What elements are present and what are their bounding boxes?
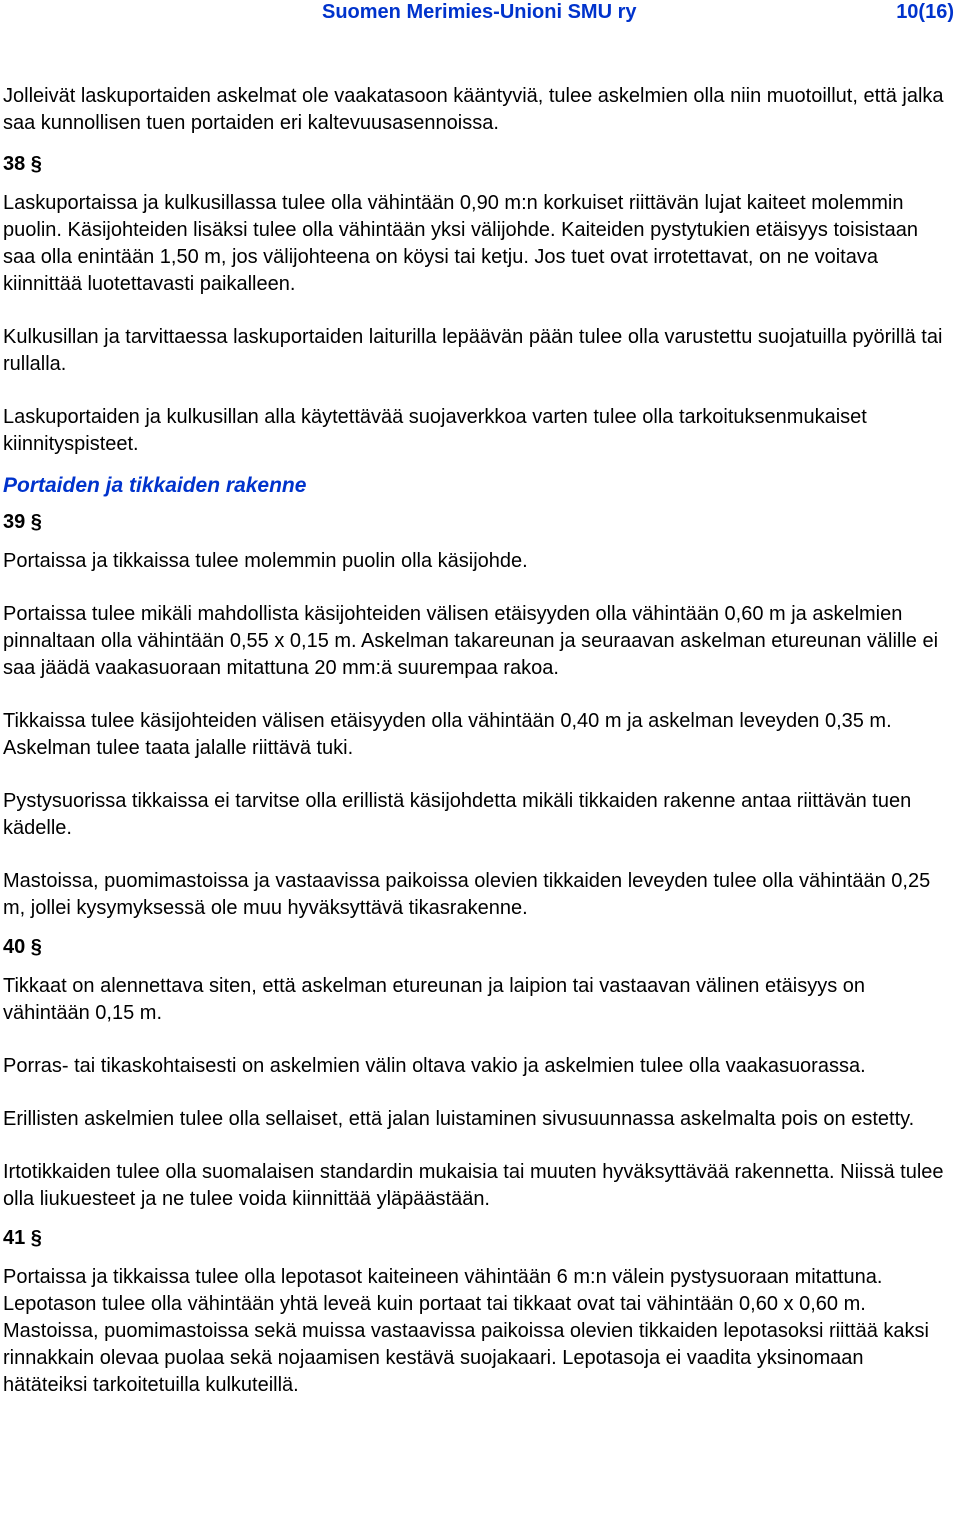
section-heading: Portaiden ja tikkaiden rakenne [3,474,307,497]
section-40: 40 § [3,936,42,958]
paragraph-38-3: Laskuportaiden ja kulkusillan alla käytettävää suojaverkkoa varten tulee olla tarkoituksenmukaiset kiinnityspisteet. [3,406,867,455]
paragraph-38-1: Laskuportaissa ja kulkusillassa tulee olla vähintään 0,90 m:n korkuiset riittävän lujat kaiteet molemmin puolin. Käsijohteiden lisäksi tulee olla vähintään yksi välijohde. Kaiteiden pystytukien etäisyys toisistaan saa olla enintään 1,50 m, jos välijohteena on köysi tai ketju. Jos tuet ovat irrotettavat, on ne voitava kiinnittää luotettavasti paikalleen. [3,192,918,295]
paragraph-intro: Jolleivät laskuportaiden askelmat ole vaakatasoon kääntyviä, tulee askelmien olla niin muotoillut, että jalka saa kunnollisen tuen portaiden eri kaltevuusasennoissa. [3,85,944,134]
paragraph-40-2: Porras- tai tikaskohtaisesti on askelmien välin oltava vakio ja askelmien tulee olla vaakasuorassa. [3,1055,866,1077]
paragraph-41-1: Portaissa ja tikkaissa tulee olla lepotasot kaiteineen vähintään 6 m:n välein pystysuoraan mitattuna. Lepotason tulee olla vähintään yhtä leveä kuin portaat tai tikkaat ovat tai vähintään 0,60 x 0,60 m. Mastoissa, puomimastoissa sekä muissa vastaavissa paikoissa olevien tikkaiden lepotasoksi riittää kaksi rinnakkain olevaa puolaa sekä nojaamisen kestävä suojakaari. Lepotasoja ei vaadita yksinomaan hätäteiksi tarkoitetuilla kulkuteillä. [3,1266,929,1396]
paragraph-39-3: Tikkaissa tulee käsijohteiden välisen etäisyyden olla vähintään 0,40 m ja askelman leveyden 0,35 m. Askelman tulee taata jalalle riittävä tuki. [3,710,892,759]
section-39: 39 § [3,511,42,533]
paragraph-40-1: Tikkaat on alennettava siten, että askelman etureunan ja laipion tai vastaavan välinen etäisyys on vähintään 0,15 m. [3,975,866,1024]
paragraph-40-4: Irtotikkaiden tulee olla suomalaisen standardin mukaisia tai muuten hyväksyttävää rakennetta. Niissä tulee olla liukuesteet ja ne tulee voida kiinnittää yläpäästään. [3,1161,944,1210]
document-body [3,83,953,1425]
section-41: 41 § [3,1227,42,1249]
paragraph-39-1: Portaissa ja tikkaissa tulee molemmin puolin olla käsijohde. [3,550,528,572]
page-number: 10(16) [896,1,954,23]
paragraph-39-5: Mastoissa, puomimastoissa ja vastaavissa paikoissa olevien tikkaiden leveyden tulee olla vähintään 0,25 m, jollei kysymyksessä ole muu hyväksyttävä tikasrakenne. [3,870,931,919]
section-38: 38 § [3,153,42,175]
paragraph-38-2: Kulkusillan ja tarvittaessa laskuportaiden laiturilla lepäävän pään tulee olla varustettu suojatuilla pyörillä tai rullalla. [3,326,943,375]
paragraph-40-3: Erillisten askelmien tulee olla sellaiset, että jalan luistaminen sivusuunnassa askelmalta pois on estetty. [3,1108,915,1130]
paragraph-39-2: Portaissa tulee mikäli mahdollista käsijohteiden välisen etäisyyden olla vähintään 0,60 m ja askelmien pinnaltaan olla vähintään 0,55 x 0,15 m. Askelman takareunan ja seuraavan askelman etureunan välille ei saa jäädä vaakasuoraan mitattuna 20 mm:ä suurempaa rakoa. [3,603,939,679]
paragraph-39-4: Pystysuorissa tikkaissa ei tarvitse olla erillistä käsijohdetta mikäli tikkaiden rakenne antaa riittävän tuen kädelle. [3,790,912,839]
page-header [0,0,960,40]
organization-name: Suomen Merimies-Unioni SMU ry [322,1,637,23]
